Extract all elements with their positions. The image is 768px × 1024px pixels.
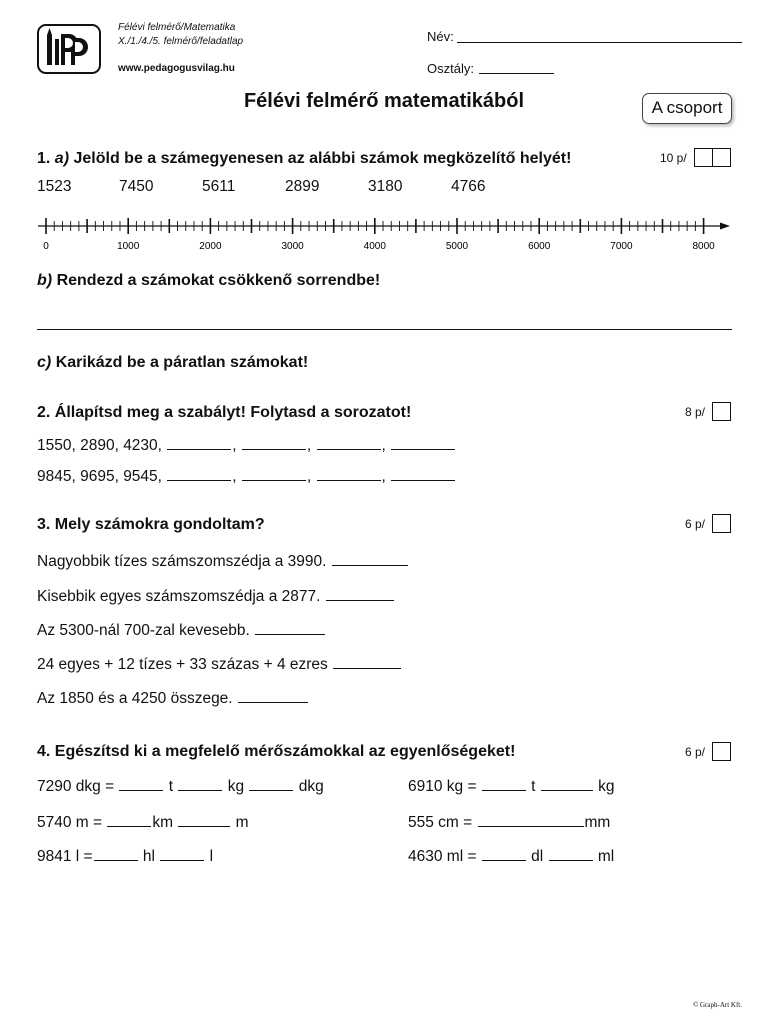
task1-part-b: b) [37,272,53,289]
answer-blank[interactable] [326,587,394,601]
task4-right-1 [408,777,614,796]
task2-sequence-1: 1550, 2890, 4230, , , , [37,436,456,455]
number-line-label: 1000 [117,241,140,252]
task4-heading-text: Egészítsd ki a megfelelő mérőszámokkal az egyenlőségeket! [54,743,516,760]
task3-line-4 [37,655,402,674]
task1-number-1: 1523 [37,178,72,195]
answer-blank[interactable] [478,813,584,827]
group-badge: A csoport [642,93,732,124]
task3-number: 3. [37,516,51,533]
task1b-heading [37,272,380,290]
unit-label: m [235,814,249,831]
number-line-label: 2000 [199,241,222,252]
task4-left-3-start: 9841 l = [37,848,93,865]
unit-label: kg [227,778,245,795]
unit-label: dl [531,848,544,865]
task1b-heading-text: Rendezd a számokat csökkenő sorrendbe! [56,272,381,289]
task4-number: 4. [37,743,51,760]
number-line-label: 0 [43,241,49,252]
answer-blank[interactable] [160,847,204,861]
unit-label: t [168,778,174,795]
task1-heading [37,150,571,168]
number-line-label: 3000 [281,241,304,252]
answer-blank[interactable] [119,777,163,791]
task4-right-1-start: 6910 kg = [408,778,477,795]
answer-blank[interactable] [107,813,151,827]
task3-line-2-text: Kisebbik egyes számszomszédja a 2877. [37,588,321,605]
number-line-label: 8000 [692,241,715,252]
number-line-label: 5000 [445,241,469,252]
task2-points: 8 p/ [685,405,706,419]
task4-left-3 [37,847,213,866]
task4-left-1 [37,777,324,796]
task1-number-6: 4766 [451,178,486,195]
task1-heading-text: Jelöld be a számegyenesen az alábbi számok megközelítő helyét! [73,150,572,167]
copyright-footer: © Graph-Art Kft. [692,1001,742,1009]
task1b-answer-line[interactable] [37,329,732,330]
task3-line-5-text: Az 1850 és a 4250 összege. [37,690,233,707]
answer-blank[interactable] [332,552,408,566]
answer-blank[interactable] [482,777,526,791]
task1c-heading-text: Karikázd be a páratlan számokat! [55,354,309,371]
unit-label: hl [142,848,155,865]
answer-blank[interactable] [317,467,381,481]
number-line-labels [43,241,715,252]
answer-blank[interactable] [541,777,593,791]
unit-label: dkg [298,778,324,795]
answer-blank[interactable] [178,777,222,791]
pencil-logo-icon [39,26,99,72]
task4-left-2 [37,813,249,832]
task2-heading-text: Állapítsd meg a szabályt! Folytasd a sorozatot! [54,404,412,421]
task1-part-c: c) [37,354,52,371]
task4-left-1-start: 7290 dkg = [37,778,115,795]
answer-blank[interactable] [391,467,455,481]
task1-number-3: 5611 [202,178,236,195]
header-worksheet-code: X./1./4./5. felmérő/feladatlap [118,36,244,47]
task3-heading-text: Mely számokra gondoltam? [54,516,265,533]
answer-blank[interactable] [333,655,401,669]
task3-line-4-text: 24 egyes + 12 tízes + 33 százas + 4 ezres [37,656,328,673]
header-website: www.pedagogusvilag.hu [118,63,235,74]
answer-blank[interactable] [482,847,526,861]
answer-blank[interactable] [167,467,231,481]
task2-sequence-2-start: 9845, 9695, 9545, [37,468,162,485]
unit-label: kg [598,778,615,795]
number-line-label: 4000 [363,241,386,252]
task2-sequence-1-start: 1550, 2890, 4230, [37,437,162,454]
unit-label: l [209,848,214,865]
task4-right-2-start: 555 cm = [408,814,473,831]
name-field[interactable] [457,42,742,43]
task2-sequence-2: 9845, 9695, 9545, , , , [37,467,456,486]
task3-line-1-text: Nagyobbik tízes számszomszédja a 3990. [37,553,327,570]
task3-line-3-text: Az 5300-nál 700-zal kevesebb. [37,622,250,639]
answer-blank[interactable] [167,436,231,450]
task3-heading [37,516,265,534]
task4-right-3-start: 4630 ml = [408,848,477,865]
arrow-right-icon [720,223,730,230]
task1c-heading [37,354,308,372]
answer-blank[interactable] [238,689,308,703]
answer-blank[interactable] [255,621,325,635]
class-field[interactable] [479,73,554,74]
unit-label: t [531,778,536,795]
task1-number-5: 3180 [368,178,403,195]
task2-heading [37,404,411,422]
task4-right-3 [408,847,614,866]
answer-blank[interactable] [242,467,306,481]
answer-blank[interactable] [178,813,230,827]
publisher-logo [37,24,101,74]
task4-right-2 [408,813,610,832]
answer-blank[interactable] [242,436,306,450]
unit-label: km [152,814,174,831]
number-line[interactable] [30,210,740,258]
header-subject: Félévi felmérő/Matematika [118,22,236,33]
task4-score-box[interactable] [712,742,731,761]
page-title: Félévi felmérő matematikából [243,90,525,112]
class-label: Osztály: [427,61,474,76]
task3-line-2 [37,587,395,606]
task3-score-box[interactable] [712,514,731,533]
answer-blank[interactable] [391,436,455,450]
answer-blank[interactable] [317,436,381,450]
task1-part-a: a) [54,150,70,167]
task1-number-4: 2899 [285,178,320,195]
task1-number: 1. [37,150,51,167]
task1-number-2: 7450 [119,178,154,195]
task4-left-2-start: 5740 m = [37,814,103,831]
unit-label: ml [597,848,615,865]
answer-blank[interactable] [249,777,293,791]
name-label: Név: [427,29,454,44]
task1-score-box-1[interactable] [694,148,713,167]
task3-line-3 [37,621,326,640]
answer-blank[interactable] [94,847,138,861]
task4-heading [37,743,515,761]
task1-score-box-2[interactable] [712,148,731,167]
unit-label: mm [584,814,611,831]
answer-blank[interactable] [549,847,593,861]
task2-number: 2. [37,404,51,421]
task4-points: 6 p/ [685,745,706,759]
task3-line-1 [37,552,409,571]
task3-line-5 [37,689,309,708]
task1-points: 10 p/ [660,151,687,165]
number-line-label: 6000 [528,241,551,252]
task3-points: 6 p/ [685,517,706,531]
task2-score-box[interactable] [712,402,731,421]
number-line-label: 7000 [610,241,633,252]
